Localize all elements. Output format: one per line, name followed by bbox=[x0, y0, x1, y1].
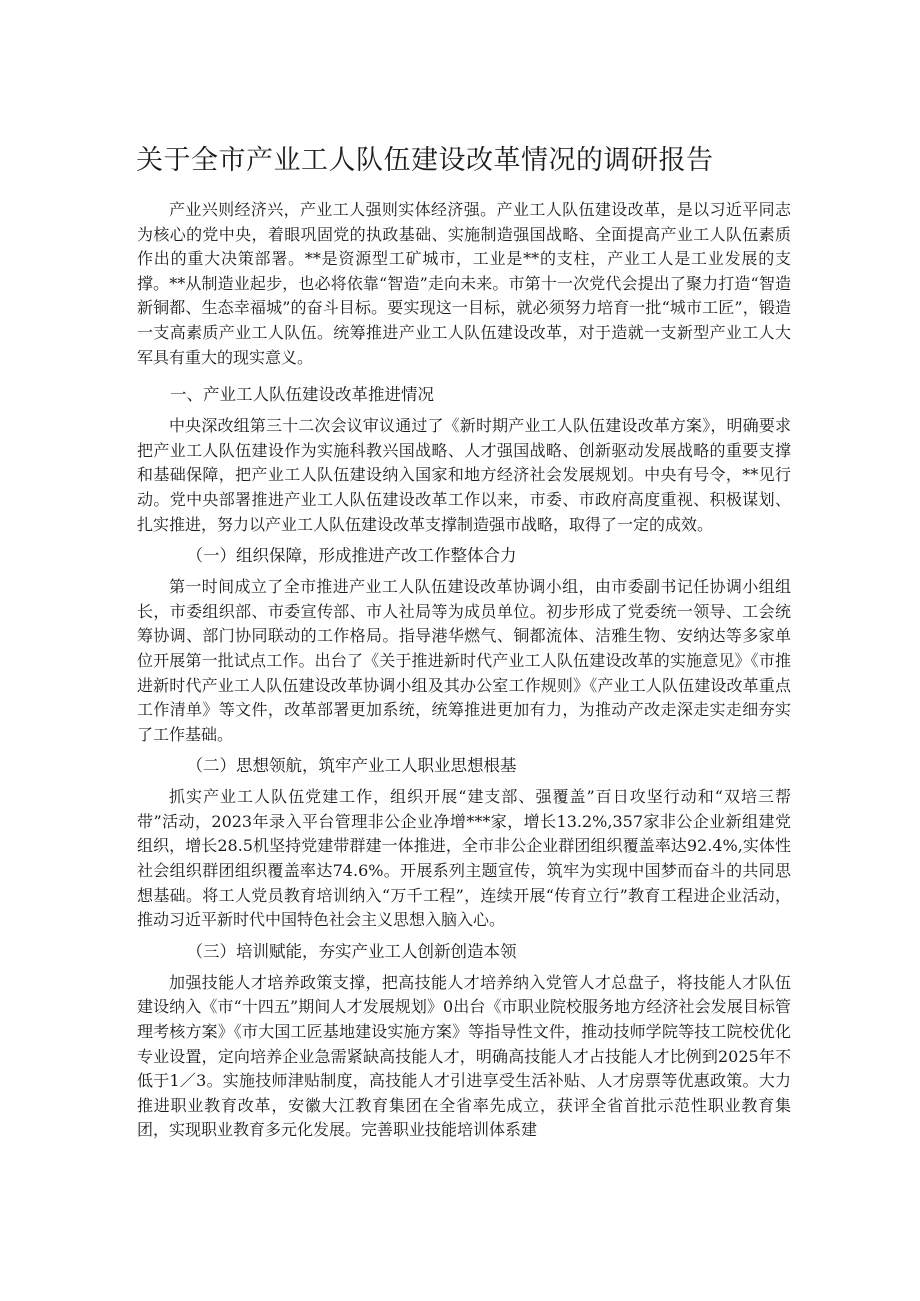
section-heading-1: 一、产业工人队伍建设改革推进情况 bbox=[170, 385, 434, 405]
document-body bbox=[137, 198, 791, 1143]
document-title: 关于全市产业工人队伍建设改革情况的调研报告 bbox=[136, 145, 714, 176]
subsection-2-paragraph: 抓实产业工人队伍党建工作，组织开展“建支部、强覆盖”百日攻坚行动和“双培三帮带”活动，2023年录入平台管理非公企业净增***家，增长13.2%,357家非公企业新组建党组织，增长28.5机坚持党建带群建一体推进，全市非公企业群团组织覆盖率达92.4%,实体性社会组织群团组织覆盖率达74.6%。开展系列主题宣传，筑牢为实现中国梦而奋斗的共同思想基础。将工人党员教育培训纳入“万千工程”，连续开展“传育立行”教育工程进企业活动，推动习近平新时代中国特色社会主义思想入脑入心。 bbox=[137, 787, 791, 930]
subsection-1-paragraph: 第一时间成立了全市推进产业工人队伍建设改革协调小组，由市委副书记任协调小组组长，市委组织部、市委宣传部、市人社局等为成员单位。初步形成了党委统一领导、工会统筹协调、部门协同联动的工作格局。指导港华燃气、铜都流体、洁雅生物、安纳达等多家单位开展第一批试点工作。出台了《关于推进新时代产业工人队伍建设改革的实施意见》《市推进新时代产业工人队伍建设改革协调小组及其办公室工作规则》《产业工人队伍建设改革重点工作清单》等文件，改革部署更加系统，统筹推进更加有力，为推动产改走深走实走细夯实了工作基础。 bbox=[137, 577, 791, 744]
subsection-heading-2: （二）思想领航，筑牢产业工人职业思想根基 bbox=[186, 756, 517, 776]
subsection-heading-3: （三）培训赋能，夯实产业工人创新创造本领 bbox=[186, 941, 517, 961]
section-1-paragraph: 中央深改组第三十二次会议审议通过了《新时期产业工人队伍建设改革方案》，明确要求把产业工人队伍建设作为实施科教兴国战略、人才强国战略、创新驱动发展战略的重要支撑和基础保障，把产业工人队伍建设纳入国家和地方经济社会发展规划。中央有号令，**见行动。党中央部署推进产业工人队伍建设改革工作以来，市委、市政府高度重视、积极谋划、扎实推进，努力以产业工人队伍建设改革支撑制造强市战略，取得了一定的成效。 bbox=[137, 416, 791, 534]
spacer bbox=[137, 370, 791, 376]
subsection-3-paragraph: 加强技能人才培养政策支撑，把高技能人才培养纳入党管人才总盘子，将技能人才队伍建设纳入《市“十四五”期间人才发展规划》0出台《市职业院校服务地方经济社会发展目标管理考核方案》《市大国工匠基地建设实施方案》等指导性文件，推动技师学院等技工院校优化专业设置，定向培养企业急需紧缺高技能人才，明确高技能人才占技能人才比例到2025年不低于1／3。实施技师津贴制度，高技能人才引进享受生活补贴、人才房票等优惠政策。大力推进职业教育改革，安徽大江教育集团在全省率先成立，获评全省首批示范性职业教育集团，实现职业教育多元化发展。完善职业技能培训体系建 bbox=[137, 972, 791, 1140]
intro-paragraph: 产业兴则经济兴，产业工人强则实体经济强。产业工人队伍建设改革，是以习近平同志为核心的党中央，着眼巩固党的执政基础、实施制造强国战略、全面提高产业工人队伍素质作出的重大决策部署。**是资源型工矿城市，工业是**的支柱，产业工人是工业发展的支撑。**从制造业起步，也必将依靠“智造”走向未来。市第十一次党代会提出了聚力打造“智造新铜都、生态幸福城”的奋斗目标。要实现这一目标，就必须努力培育一批“城市工匠”，锻造一支高素质产业工人队伍。统筹推进产业工人队伍建设改革，对于造就一支新型产业工人大军具有重大的现实意义。 bbox=[137, 200, 791, 367]
subsection-heading-1: （一）组织保障，形成推进产改工作整体合力 bbox=[186, 546, 517, 566]
